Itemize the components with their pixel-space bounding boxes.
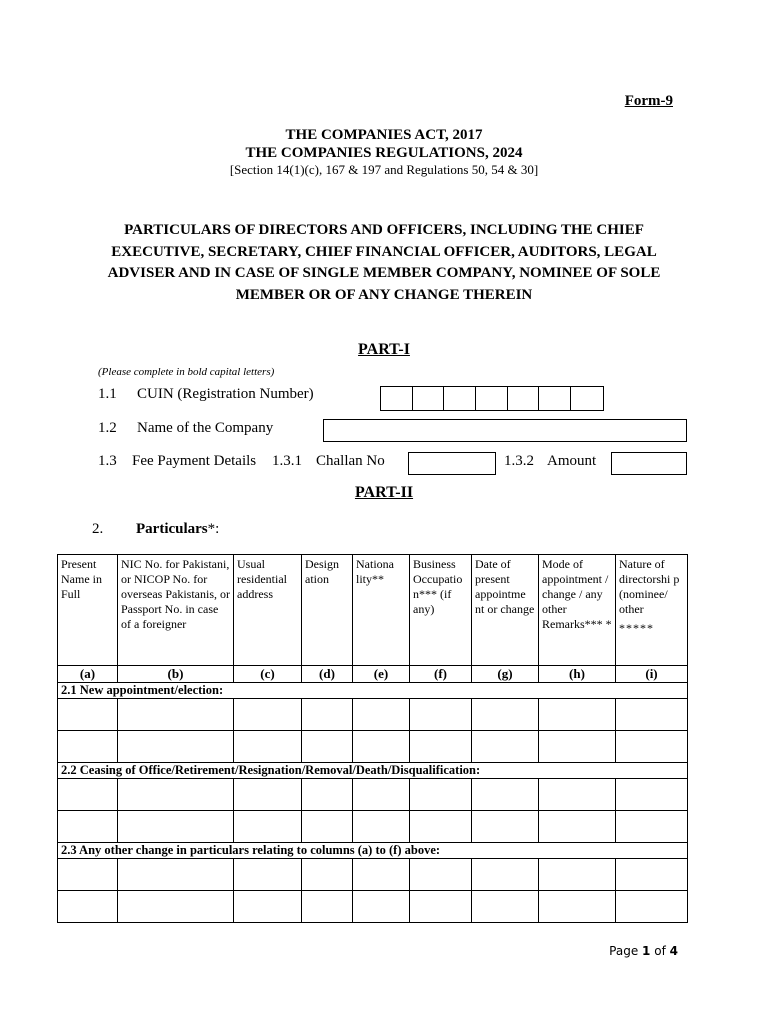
- page-word: Page: [609, 944, 639, 958]
- input-cell[interactable]: [539, 859, 616, 891]
- input-cell[interactable]: [616, 811, 688, 843]
- input-cell[interactable]: [539, 891, 616, 923]
- input-cell[interactable]: [472, 699, 539, 731]
- column-header-i: Nature of directorshi p (nominee/ other: [619, 557, 680, 616]
- amount-number: 1.3.2: [504, 453, 534, 469]
- fee-label: Fee Payment Details: [132, 453, 257, 469]
- cuin-label: CUIN (Registration Number): [137, 386, 314, 402]
- page-current: 1: [642, 944, 651, 958]
- column-letter: (h): [539, 666, 616, 683]
- page-of: of: [654, 944, 666, 958]
- input-cell[interactable]: [302, 779, 353, 811]
- input-cell[interactable]: [353, 731, 410, 763]
- input-cell[interactable]: [353, 811, 410, 843]
- input-cell[interactable]: [616, 891, 688, 923]
- section-row-ceasing-of-office: [58, 763, 688, 779]
- input-cell[interactable]: [472, 811, 539, 843]
- challan-no-input[interactable]: [408, 452, 496, 475]
- input-cell[interactable]: [58, 731, 118, 763]
- cuin-digit-box[interactable]: [571, 387, 603, 410]
- column-letter: (b): [118, 666, 234, 683]
- header-row: [58, 555, 688, 666]
- column-header-d: Design ation: [302, 555, 353, 666]
- input-cell[interactable]: [118, 779, 234, 811]
- input-cell[interactable]: [58, 699, 118, 731]
- cuin-input[interactable]: [380, 386, 604, 411]
- particulars-suffix: *:: [207, 521, 220, 537]
- input-cell[interactable]: [410, 779, 472, 811]
- column-letter: (a): [58, 666, 118, 683]
- input-cell[interactable]: [616, 699, 688, 731]
- column-letter: (c): [234, 666, 302, 683]
- input-cell[interactable]: [410, 891, 472, 923]
- input-cell[interactable]: [472, 731, 539, 763]
- column-header-c: Usual residential address: [234, 555, 302, 666]
- input-cell[interactable]: [410, 859, 472, 891]
- table-row: [58, 891, 688, 923]
- column-header-h: Mode of appointment / change / any other Remarks*** *: [539, 555, 616, 666]
- input-cell[interactable]: [539, 731, 616, 763]
- input-cell[interactable]: [118, 859, 234, 891]
- particulars-number: 2.: [92, 521, 104, 537]
- input-cell[interactable]: [539, 779, 616, 811]
- input-cell[interactable]: [353, 891, 410, 923]
- input-cell[interactable]: [118, 731, 234, 763]
- section-label: 2.3 Any other change in particulars relating to columns (a) to (f) above:: [58, 843, 688, 859]
- input-cell[interactable]: [353, 699, 410, 731]
- input-cell[interactable]: [302, 859, 353, 891]
- cuin-number: 1.1: [98, 386, 117, 402]
- input-cell[interactable]: [472, 779, 539, 811]
- column-letter: (f): [410, 666, 472, 683]
- input-cell[interactable]: [302, 731, 353, 763]
- column-letter: (d): [302, 666, 353, 683]
- part2-title: PART-II: [354, 484, 414, 501]
- act-title: THE COMPANIES ACT, 2017: [285, 127, 483, 143]
- input-cell[interactable]: [234, 779, 302, 811]
- table-row: [58, 859, 688, 891]
- input-cell[interactable]: [58, 811, 118, 843]
- column-header-f: Business Occupatio n*** (if any): [410, 555, 472, 666]
- section-label: 2.1 New appointment/election:: [58, 683, 688, 699]
- cuin-digit-box[interactable]: [508, 387, 540, 410]
- cuin-digit-box[interactable]: [381, 387, 413, 410]
- input-cell[interactable]: [539, 811, 616, 843]
- company-name-input[interactable]: [323, 419, 687, 442]
- challan-number: 1.3.1: [272, 453, 302, 469]
- form-heading: PARTICULARS OF DIRECTORS AND OFFICERS, INCLUDING THE CHIEF EXECUTIVE, SECRETARY, CHIEF FINANCIAL OFFICER, AUDITORS, LEGAL ADVISER AND IN CASE OF SINGLE MEMBER COMPANY, NOMINEE OF SOLE MEMBER OR OF ANY CHANGE THEREIN: [107, 222, 661, 303]
- column-header-a: Present Name in Full: [58, 555, 118, 666]
- column-header-g: Date of present appointme nt or change: [472, 555, 539, 666]
- input-cell[interactable]: [539, 699, 616, 731]
- input-cell[interactable]: [118, 891, 234, 923]
- act-titles: [0, 126, 768, 162]
- input-cell[interactable]: [302, 699, 353, 731]
- form-number: Form-9: [624, 93, 673, 109]
- particulars-table: [57, 554, 688, 923]
- section-row-new-appointment: [58, 683, 688, 699]
- cuin-digit-box[interactable]: [444, 387, 476, 410]
- column-letter-row: [58, 666, 688, 683]
- particulars-heading: [136, 521, 219, 538]
- challan-label: Challan No: [316, 453, 385, 469]
- input-cell[interactable]: [472, 891, 539, 923]
- cuin-digit-box[interactable]: [413, 387, 445, 410]
- company-label: Name of the Company: [137, 420, 274, 436]
- input-cell[interactable]: [58, 891, 118, 923]
- input-cell[interactable]: [616, 731, 688, 763]
- input-cell[interactable]: [353, 859, 410, 891]
- input-cell[interactable]: [302, 811, 353, 843]
- input-cell[interactable]: [234, 731, 302, 763]
- input-cell[interactable]: [58, 859, 118, 891]
- amount-input[interactable]: [611, 452, 687, 475]
- input-cell[interactable]: [616, 779, 688, 811]
- page-indicator: [609, 944, 678, 958]
- input-cell[interactable]: [118, 811, 234, 843]
- input-cell[interactable]: [410, 811, 472, 843]
- column-letter: (i): [616, 666, 688, 683]
- column-header-e: Nationa lity**: [353, 555, 410, 666]
- input-cell[interactable]: [234, 859, 302, 891]
- section-reference: [Section 14(1)(c), 167 & 197 and Regulations 50, 54 & 30]: [229, 162, 539, 177]
- amount-label: Amount: [547, 453, 597, 469]
- section-row-other-change: [58, 843, 688, 859]
- column-letter: (g): [472, 666, 539, 683]
- input-cell[interactable]: [58, 779, 118, 811]
- column-letter: (e): [353, 666, 410, 683]
- input-cell[interactable]: [234, 699, 302, 731]
- regulations-title: THE COMPANIES REGULATIONS, 2024: [245, 145, 523, 161]
- table-row: [58, 811, 688, 843]
- table-row: [58, 779, 688, 811]
- input-cell[interactable]: [410, 731, 472, 763]
- column-header-b: NIC No. for Pakistani, or NICOP No. for overseas Pakistanis, or Passport No. in case of a foreigner: [118, 555, 234, 666]
- column-header-i-cell: [616, 555, 688, 666]
- input-cell[interactable]: [118, 699, 234, 731]
- part1-title: PART-I: [358, 341, 410, 358]
- input-cell[interactable]: [472, 859, 539, 891]
- fee-number: 1.3: [98, 453, 117, 469]
- input-cell[interactable]: [234, 811, 302, 843]
- table-row: [58, 731, 688, 763]
- instruction-note: (Please complete in bold capital letters): [98, 366, 275, 378]
- page-total: 4: [669, 944, 678, 958]
- company-number: 1.2: [98, 420, 117, 436]
- input-cell[interactable]: [302, 891, 353, 923]
- table-row: [58, 699, 688, 731]
- particulars-label: Particulars: [136, 521, 208, 537]
- input-cell[interactable]: [353, 779, 410, 811]
- input-cell[interactable]: [616, 859, 688, 891]
- cuin-digit-box[interactable]: [539, 387, 571, 410]
- cuin-digit-box[interactable]: [476, 387, 508, 410]
- input-cell[interactable]: [234, 891, 302, 923]
- input-cell[interactable]: [410, 699, 472, 731]
- column-header-i-stars: *****: [619, 621, 654, 635]
- section-label: 2.2 Ceasing of Office/Retirement/Resignation/Removal/Death/Disqualification:: [58, 763, 688, 779]
